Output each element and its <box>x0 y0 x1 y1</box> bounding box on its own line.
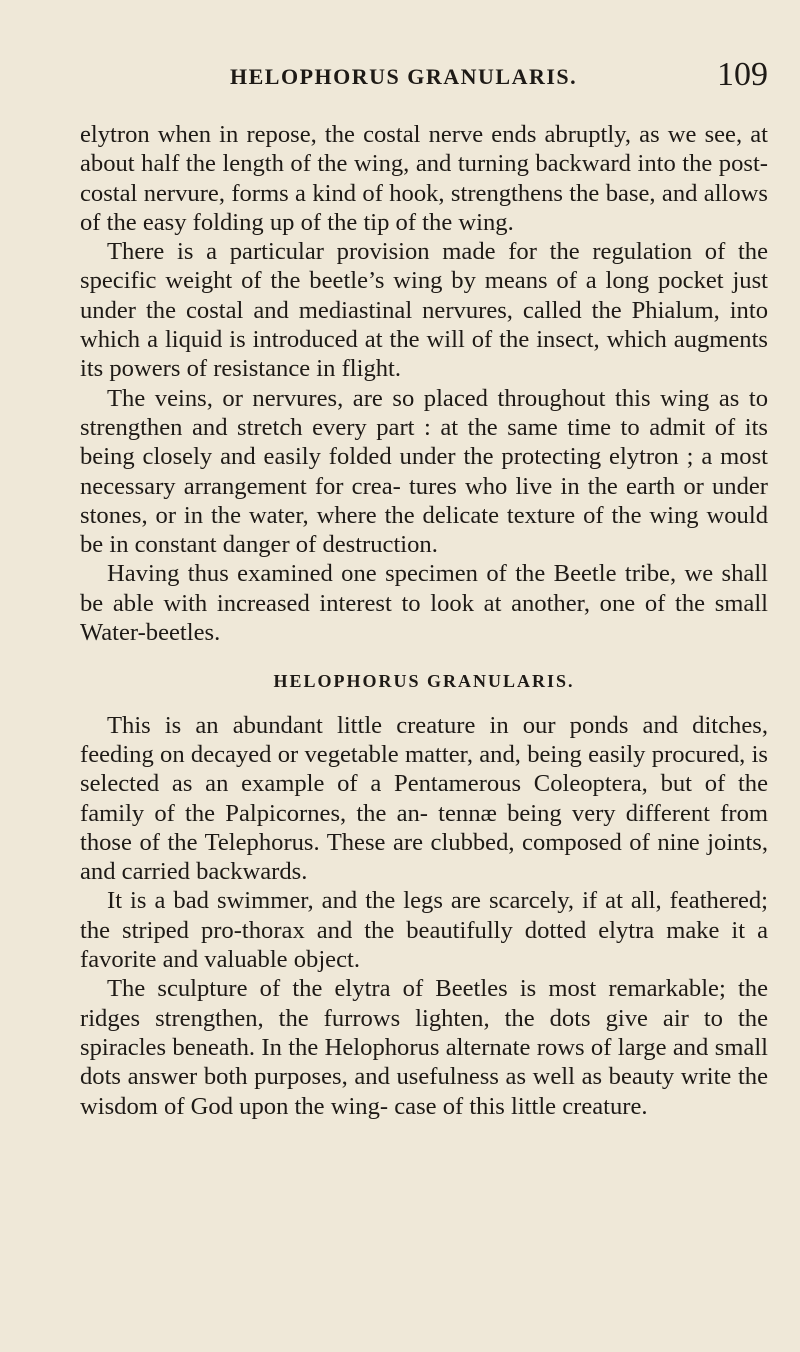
running-head: HELOPHORUS GRANULARIS. <box>230 64 578 89</box>
paragraph-swimmer: It is a bad swimmer, and the legs are scarcely, if at all, feathered; the striped pro-thorax and the beautifully dotted elytra make it a favorite and valuable object. <box>80 887 768 974</box>
paragraph-transition: Having thus examined one specimen of the Beetle tribe, we shall be able with increased interest to look at another, one of the small Water-beetles. <box>80 560 768 647</box>
section-heading: HELOPHORUS GRANULARIS. <box>273 671 575 692</box>
body-text <box>80 120 768 1121</box>
paragraph-sculpture: The sculpture of the elytra of Beetles is most remarkable; the ridges strengthen, the furrows lighten, the dots give air to the spiracles beneath. In the Helophorus alternate rows of large and small dots answer both purposes, and usefulness as well as beauty write the wisdom of God upon the wing- case of this little creature. <box>80 975 768 1120</box>
page-number: 109 <box>717 56 768 93</box>
paragraph-description: This is an abundant little creature in our ponds and ditches, feeding on decayed or vegetable matter, and, being easily procured, is selected as an example of a Pentamerous Coleoptera, but of the family of the Palpicornes, the an- tennæ being very different from those of the Telephorus. These are clubbed, composed of nine joints, and carried backwards. <box>80 711 768 886</box>
paragraph-nervures: The veins, or nervures, are so placed throughout this wing as to strengthen and stretch every part : at the same time to admit of its being closely and easily folded under the protecting elytron ; a most necessary arrangement for crea- tures who live in the earth or under stones, or in the water, where the delicate texture of the wing would be in constant danger of destruction. <box>80 384 768 559</box>
paragraph-continuation: elytron when in repose, the costal nerve ends abruptly, as we see, at about half the length of the wing, and turning backward into the post-costal nervure, forms a kind of hook, strengthens the base, and allows of the easy folding up of the tip of the wing. <box>80 121 768 236</box>
page-header <box>80 56 768 102</box>
paragraph-phialum: There is a particular provision made for the regulation of the specific weight of the beetle’s wing by means of a long pocket just under the costal and mediastinal nervures, called the Phialum, into which a liquid is introduced at the will of the insect, which augments its powers of resistance in flight. <box>80 238 768 383</box>
